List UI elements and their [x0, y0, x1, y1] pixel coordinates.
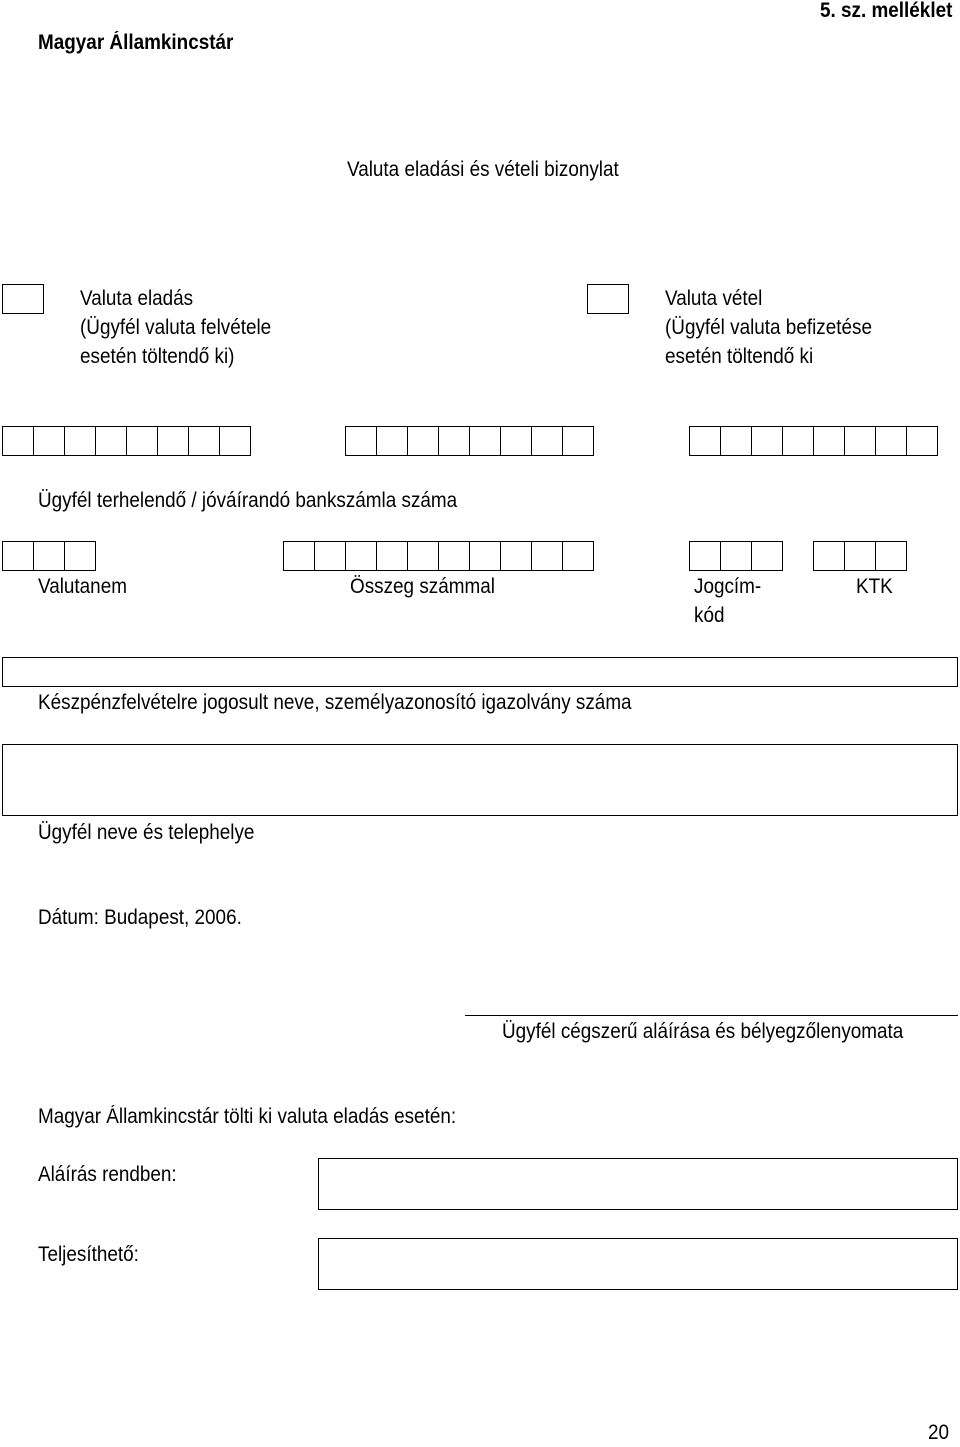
date-label: Dátum: Budapest, 2006.	[38, 906, 242, 929]
purchase-label-line-3: esetén töltendő ki	[665, 345, 814, 368]
code-label	[694, 572, 769, 630]
treasury-heading: Magyar Államkincstár tölti ki valuta eladás esetén:	[38, 1105, 457, 1128]
account-number-part-1[interactable]	[2, 426, 251, 456]
sale-label-line-2: (Ügyfél valuta felvétele	[80, 316, 272, 339]
ktk-grid[interactable]	[813, 541, 907, 571]
code-grid[interactable]	[689, 541, 783, 571]
client-name-field[interactable]	[2, 744, 958, 816]
code-label-line-1: Jogcím-	[694, 575, 762, 598]
code-label-line-2: kód	[694, 604, 725, 627]
signature-ok-field[interactable]	[318, 1158, 958, 1210]
annex-label: 5. sz. melléklet	[820, 0, 953, 22]
issuer-name: Magyar Államkincstár	[38, 31, 234, 54]
sale-label-line-3: esetén töltendő ki)	[80, 345, 235, 368]
account-number-label: Ügyfél terhelendő / jóváírandó bankszámla száma	[38, 489, 458, 512]
ktk-label: KTK	[856, 575, 893, 598]
purchase-label-line-1: Valuta vétel	[665, 287, 763, 310]
purchase-label-line-2: (Ügyfél valuta befizetése	[665, 316, 872, 339]
amount-grid[interactable]	[283, 541, 594, 571]
purchase-option-label	[665, 284, 895, 371]
client-name-label: Ügyfél neve és telephelye	[38, 821, 255, 844]
account-number-part-2[interactable]	[345, 426, 594, 456]
payable-label: Teljesíthető:	[38, 1243, 139, 1266]
signature-label: Ügyfél cégszerű aláírása és bélyegzőlenyomata	[502, 1020, 904, 1043]
sale-checkbox[interactable]	[2, 284, 44, 314]
authorized-person-label: Készpénzfelvételre jogosult neve, személyazonosító igazolvány száma	[38, 691, 632, 714]
signature-line[interactable]	[465, 1015, 958, 1016]
amount-label: Összeg számmal	[350, 575, 495, 598]
page-number: 20	[928, 1421, 950, 1444]
currency-grid[interactable]	[2, 541, 96, 571]
account-number-part-3[interactable]	[689, 426, 938, 456]
payable-field[interactable]	[318, 1238, 958, 1290]
purchase-checkbox[interactable]	[587, 284, 629, 314]
sale-label-line-1: Valuta eladás	[80, 287, 194, 310]
document-title: Valuta eladási és vételi bizonylat	[347, 158, 619, 181]
sale-option-label	[80, 284, 292, 371]
signature-ok-label: Aláírás rendben:	[38, 1163, 177, 1186]
authorized-person-field[interactable]	[2, 657, 958, 687]
currency-label: Valutanem	[38, 575, 127, 598]
